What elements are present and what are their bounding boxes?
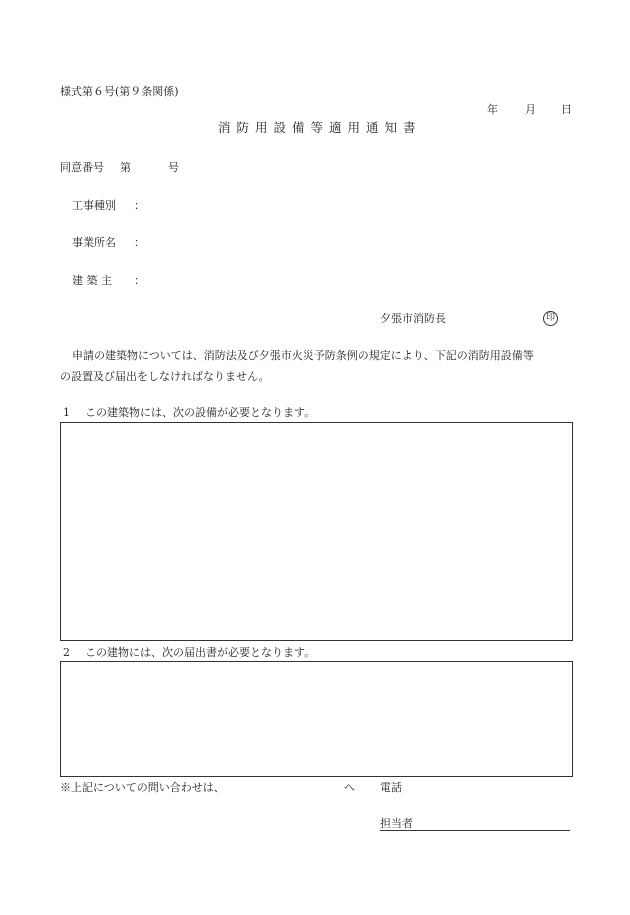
section1-box	[60, 422, 573, 641]
field-label-owner: 建 築 主	[72, 274, 112, 287]
field-colon: ：	[134, 236, 145, 249]
field-colon: ：	[134, 199, 145, 212]
seal-mark: 印	[543, 311, 558, 326]
consent-number-label: 同意番号	[60, 161, 104, 174]
notice-line-1: 申請の建築物については、消防法及び夕張市火災予防条例の規定により、下記の消防用設備等	[72, 349, 534, 362]
section1-number: 1	[63, 406, 70, 419]
consent-dai: 第	[120, 161, 131, 174]
section2-box	[60, 661, 573, 777]
inquiry-text: ※上記についての問い合わせは、	[60, 781, 225, 794]
field-label-business-name: 事業所名	[72, 236, 116, 249]
consent-go: 号	[168, 161, 179, 174]
notice-line-2: の設置及び届出をしなければなりません。	[60, 370, 270, 383]
document-title: 消防用設備等適用通知書	[218, 120, 422, 135]
issuer-name: 夕張市消防長	[380, 312, 446, 325]
section2-number: 2	[63, 646, 70, 659]
person-in-charge-line	[380, 830, 570, 831]
date-day-label: 日	[561, 103, 572, 116]
section1-heading: この建築物には、次の設備が必要となります。	[85, 406, 316, 419]
inquiry-paren: へ	[344, 781, 355, 794]
field-label-construction-type: 工事種別	[72, 199, 116, 212]
phone-label: 電話	[380, 781, 402, 794]
field-colon: ：	[134, 274, 145, 287]
date-year-label: 年	[487, 103, 498, 116]
date-month-label: 月	[525, 103, 536, 116]
section2-heading: この建物には、次の届出書が必要となります。	[85, 646, 316, 659]
person-in-charge-label: 担当者	[380, 817, 413, 830]
form-number: 様式第６号(第９条関係)	[60, 85, 179, 98]
